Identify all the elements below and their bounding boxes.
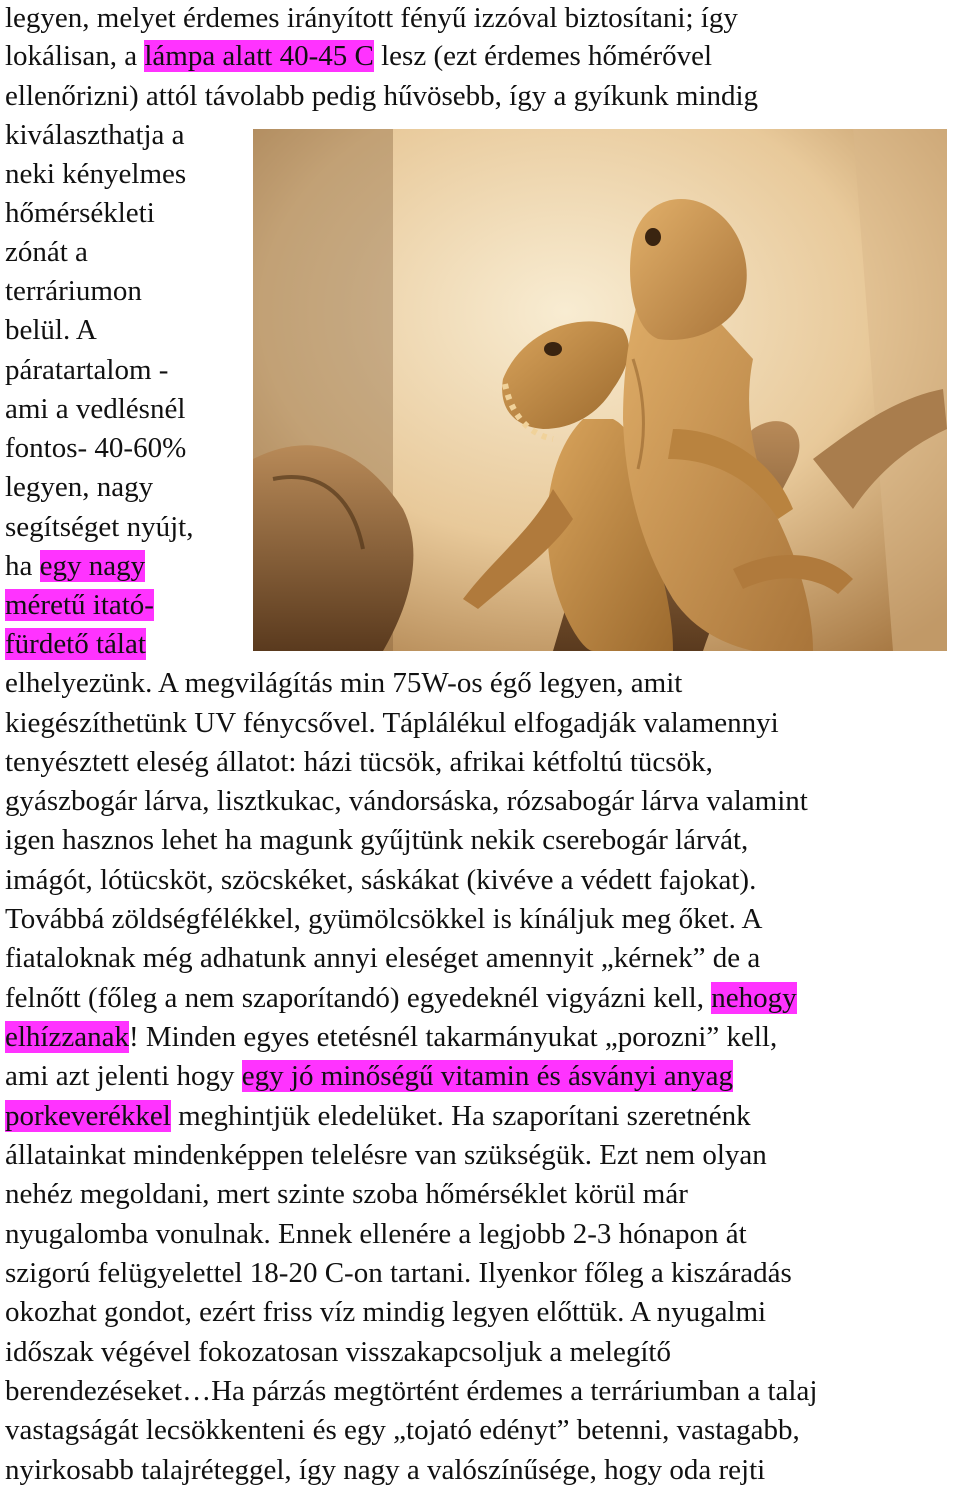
- text-segment: vastagságát lecsökkenteni és egy „tojató edényt” betenni, vastagabb,: [5, 1414, 800, 1446]
- text-line: [5, 940, 760, 976]
- text-line: [5, 783, 808, 819]
- text-segment: felnőtt (főleg a nem szaporítandó) egyedeknél vigyázni kell,: [5, 982, 712, 1014]
- text-segment: terráriumon: [5, 275, 142, 307]
- text-segment: segítséget nyújt,: [5, 511, 194, 543]
- text-segment: neki kényelmes: [5, 158, 187, 190]
- text-line: [5, 430, 186, 466]
- text-segment: zónát a: [5, 236, 88, 268]
- text-segment: ellenőrizni) attól távolabb pedig hűvösebb, így a gyíkunk mindig: [5, 80, 759, 112]
- text-line: [5, 1216, 747, 1252]
- text-line: [5, 1412, 800, 1448]
- text-segment: ami azt jelenti hogy: [5, 1060, 242, 1092]
- text-segment: lesz (ezt érdemes hőmérővel: [373, 40, 713, 72]
- text-segment: kiegészíthetünk UV fénycsővel. Táplálékul elfogadják valamennyi: [5, 707, 779, 739]
- text-line: [5, 391, 185, 427]
- text-segment: imágót, lótücsköt, szöcskéket, sáskákat (kivéve a védett fajokat).: [5, 864, 757, 896]
- text-segment: tenyésztett eleség állatot: házi tücsök, afrikai kétfoltú tücsök,: [5, 746, 713, 778]
- text-segment: belül. A: [5, 314, 97, 346]
- text-segment: nyirkosabb talajréteggel, így nagy a valószínűsége, hogy oda rejti: [5, 1454, 766, 1486]
- text-segment: okozhat gondot, ezért friss víz mindig legyen előttük. A nyugalmi: [5, 1296, 767, 1328]
- text-line: [5, 352, 168, 388]
- highlighted-text: méretű itató-: [5, 589, 154, 621]
- text-line: [5, 980, 797, 1016]
- text-segment: fiataloknak még adhatunk annyi eleséget amennyit „kérnek” de a: [5, 942, 761, 974]
- text-line: [5, 587, 154, 623]
- text-line: [5, 1255, 792, 1291]
- text-segment: nehéz megoldani, mert szinte szoba hőmérséklet körül már: [5, 1178, 688, 1210]
- bearded-dragons-photo: [253, 129, 947, 651]
- text-line: [5, 548, 145, 584]
- text-segment: meghintjük eledelüket. Ha szaporítani szeretnénk: [170, 1100, 751, 1132]
- text-line: [5, 626, 146, 662]
- text-line: [5, 901, 762, 937]
- text-line: [5, 195, 155, 231]
- text-line: [5, 665, 682, 701]
- text-segment: legyen, melyet érdemes irányított fényű izzóval biztosítani; így: [5, 2, 738, 34]
- text-segment: szigorú felügyelettel 18-20 C-on tartani. Ilyenkor főleg a kiszáradás: [5, 1257, 792, 1289]
- text-line: [5, 822, 748, 858]
- text-line: [5, 1176, 688, 1212]
- highlighted-text: porkeverékkel: [5, 1100, 171, 1132]
- text-segment: állatainkat mindenképpen telelésre van szükségük. Ezt nem olyan: [5, 1139, 767, 1171]
- highlighted-text: lámpa alatt 40-45 C: [144, 40, 374, 72]
- text-line: [5, 1137, 767, 1173]
- text-line: [5, 744, 713, 780]
- text-segment: nyugalomba vonulnak. Ennek ellenére a legjobb 2-3 hónapon át: [5, 1218, 747, 1250]
- text-line: [5, 78, 758, 114]
- text-line: [5, 1334, 671, 1370]
- text-line: [5, 0, 738, 36]
- text-segment: ha: [5, 550, 40, 582]
- text-line: [5, 312, 97, 348]
- text-line: [5, 234, 88, 270]
- highlighted-text: egy nagy: [39, 550, 146, 582]
- text-segment: lokálisan, a: [5, 40, 145, 72]
- text-line: [5, 509, 193, 545]
- text-line: [5, 469, 153, 505]
- text-segment: kiválaszthatja a: [5, 119, 185, 151]
- text-line: [5, 862, 756, 898]
- highlighted-text: fürdető tálat: [5, 628, 146, 660]
- text-line: [5, 1373, 817, 1409]
- text-segment: időszak végével fokozatosan visszakapcsoljuk a melegítő: [5, 1336, 671, 1368]
- text-segment: páratartalom -: [5, 354, 169, 386]
- text-segment: berendezéseket…Ha párzás megtörtént érdemes a terráriumban a talaj: [5, 1375, 818, 1407]
- text-segment: ami a vedlésnél: [5, 393, 186, 425]
- text-segment: elhelyezünk. A megvilágítás min 75W-os égő legyen, amit: [5, 667, 683, 699]
- text-line: [5, 273, 142, 309]
- text-line: [5, 156, 186, 192]
- text-line: [5, 1452, 765, 1488]
- highlighted-text: nehogy: [711, 982, 797, 1014]
- text-line: [5, 1019, 777, 1055]
- text-line: [5, 1098, 751, 1134]
- text-segment: hőmérsékleti: [5, 197, 155, 229]
- text-segment: legyen, nagy: [5, 471, 154, 503]
- text-line: [5, 1294, 766, 1330]
- text-line: [5, 38, 712, 74]
- text-line: [5, 117, 185, 153]
- text-segment: ! Minden egyes etetésnél takarmányukat „porozni” kell,: [128, 1021, 778, 1053]
- text-segment: Továbbá zöldségfélékkel, gyümölcsökkel is kínáljuk meg őket. A: [5, 903, 763, 935]
- highlighted-text: elhízzanak: [5, 1021, 129, 1053]
- text-line: [5, 705, 779, 741]
- text-segment: fontos- 40-60%: [5, 432, 187, 464]
- text-segment: gyászbogár lárva, lisztkukac, vándorsáska, rózsabogár lárva valamint: [5, 785, 808, 817]
- highlighted-text: egy jó minőségű vitamin és ásványi anyag: [241, 1060, 734, 1092]
- text-line: [5, 1058, 733, 1094]
- text-segment: igen hasznos lehet ha magunk gyűjtünk nekik cserebogár lárvát,: [5, 824, 749, 856]
